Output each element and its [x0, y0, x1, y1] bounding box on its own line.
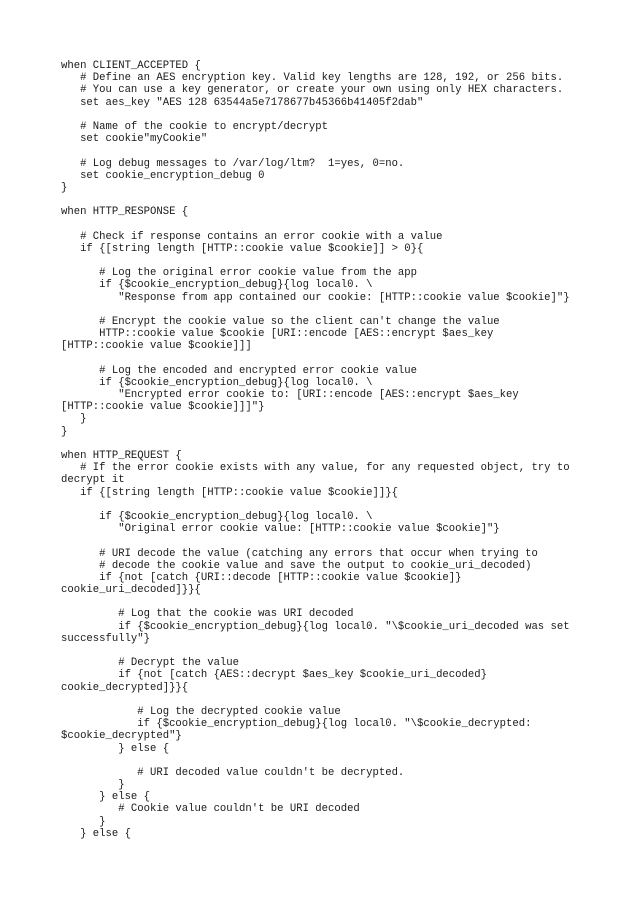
code-line [61, 353, 621, 365]
code-line: if {$cookie_encryption_debug}{log local0. \ [61, 376, 373, 389]
code-line [61, 645, 621, 657]
code-line [61, 694, 621, 706]
code-line: # Encrypt the cookie value so the client can't change the value [61, 315, 500, 328]
code-line: # Log debug messages to /var/log/ltm? 1=yes, 0=no. [61, 157, 405, 170]
code-line: } [61, 181, 68, 194]
code-line: } [61, 413, 87, 426]
code-line: # Check if response contains an error cookie with a value [61, 230, 443, 243]
code-line: if {not [catch {AES::decrypt $aes_key $cookie_uri_decoded} [61, 669, 487, 682]
code-line [61, 596, 621, 608]
code-line [61, 755, 621, 767]
code-line: # Log the decrypted cookie value [61, 705, 341, 718]
code-line: } [61, 425, 68, 438]
code-line: } [61, 779, 125, 792]
code-line: when CLIENT_ACCEPTED { [61, 60, 201, 72]
code-line: when HTTP_REQUEST { [61, 450, 182, 462]
code-line [61, 255, 621, 267]
code-line [61, 218, 621, 230]
code-line [61, 304, 621, 316]
code-line: if {$cookie_encryption_debug}{log local0. "\$cookie_decrypted: [61, 718, 532, 731]
code-line [61, 109, 621, 121]
code-line: # URI decoded value couldn't be decrypted. [61, 766, 405, 779]
code-line: # You can use a key generator, or create your own using only HEX characters. [61, 84, 564, 97]
code-line [61, 194, 621, 206]
code-line: # Log the encoded and encrypted error cookie value [61, 364, 418, 377]
code-line: # Decrypt the value [61, 657, 240, 670]
code-line [61, 145, 621, 157]
code-line: # Log that the cookie was URI decoded [61, 608, 354, 621]
code-line: # Log the original error cookie value from the app [61, 267, 418, 280]
code-listing [61, 60, 621, 840]
code-line: if {$cookie_encryption_debug}{log local0. \ [61, 510, 373, 523]
code-line: } else { [61, 791, 151, 804]
code-line: # Cookie value couldn't be URI decoded [61, 803, 360, 816]
code-line [61, 499, 621, 511]
code-line: # Name of the cookie to encrypt/decrypt [61, 120, 329, 133]
code-line: set cookie_encryption_debug 0 [61, 169, 265, 182]
code-line: "Encrypted error cookie to: [URI::encode [AES::encrypt $aes_key [61, 389, 519, 402]
code-line: [HTTP::cookie value $cookie]]] [61, 340, 252, 353]
code-line: set cookie"myCookie" [61, 133, 208, 146]
code-line: # If the error cookie exists with any value, for any requested object, try to [61, 462, 570, 475]
code-line: cookie_uri_decoded]}}{ [61, 584, 201, 597]
code-line: if {$cookie_encryption_debug}{log local0. "\$cookie_uri_decoded was set [61, 620, 570, 633]
code-line: if {not [catch {URI::decode [HTTP::cookie value $cookie]} [61, 571, 462, 584]
code-line: if {[string length [HTTP::cookie value $cookie]] > 0}{ [61, 242, 424, 255]
code-line: decrypt it [61, 474, 125, 487]
code-line: if {$cookie_encryption_debug}{log local0. \ [61, 279, 373, 292]
code-line: "Response from app contained our cookie: [HTTP::cookie value $cookie]"} [61, 291, 570, 304]
code-line: # Define an AES encryption key. Valid key lengths are 128, 192, or 256 bits. [61, 72, 564, 85]
code-line: cookie_decrypted]}}{ [61, 681, 189, 694]
code-line: $cookie_decrypted"} [61, 730, 182, 743]
code-line: if {[string length [HTTP::cookie value $cookie]]}{ [61, 486, 398, 499]
code-line: [HTTP::cookie value $cookie]]]"} [61, 401, 265, 414]
code-line: # URI decode the value (catching any errors that occur when trying to [61, 547, 538, 560]
code-line: HTTP::cookie value $cookie [URI::encode [AES::encrypt $aes_key [61, 328, 494, 341]
code-line: # decode the cookie value and save the output to cookie_uri_decoded) [61, 559, 532, 572]
code-line: "Original error cookie value: [HTTP::cookie value $cookie]"} [61, 523, 500, 536]
code-line: successfully"} [61, 632, 151, 645]
code-line [61, 438, 621, 450]
code-line [61, 535, 621, 547]
code-line: when HTTP_RESPONSE { [61, 206, 189, 219]
code-line: } else { [61, 742, 170, 755]
code-line: } [61, 815, 106, 828]
code-line: set aes_key "AES 128 63544a5e7178677b45366b41405f2dab" [61, 96, 424, 109]
code-line: } else { [61, 827, 131, 840]
